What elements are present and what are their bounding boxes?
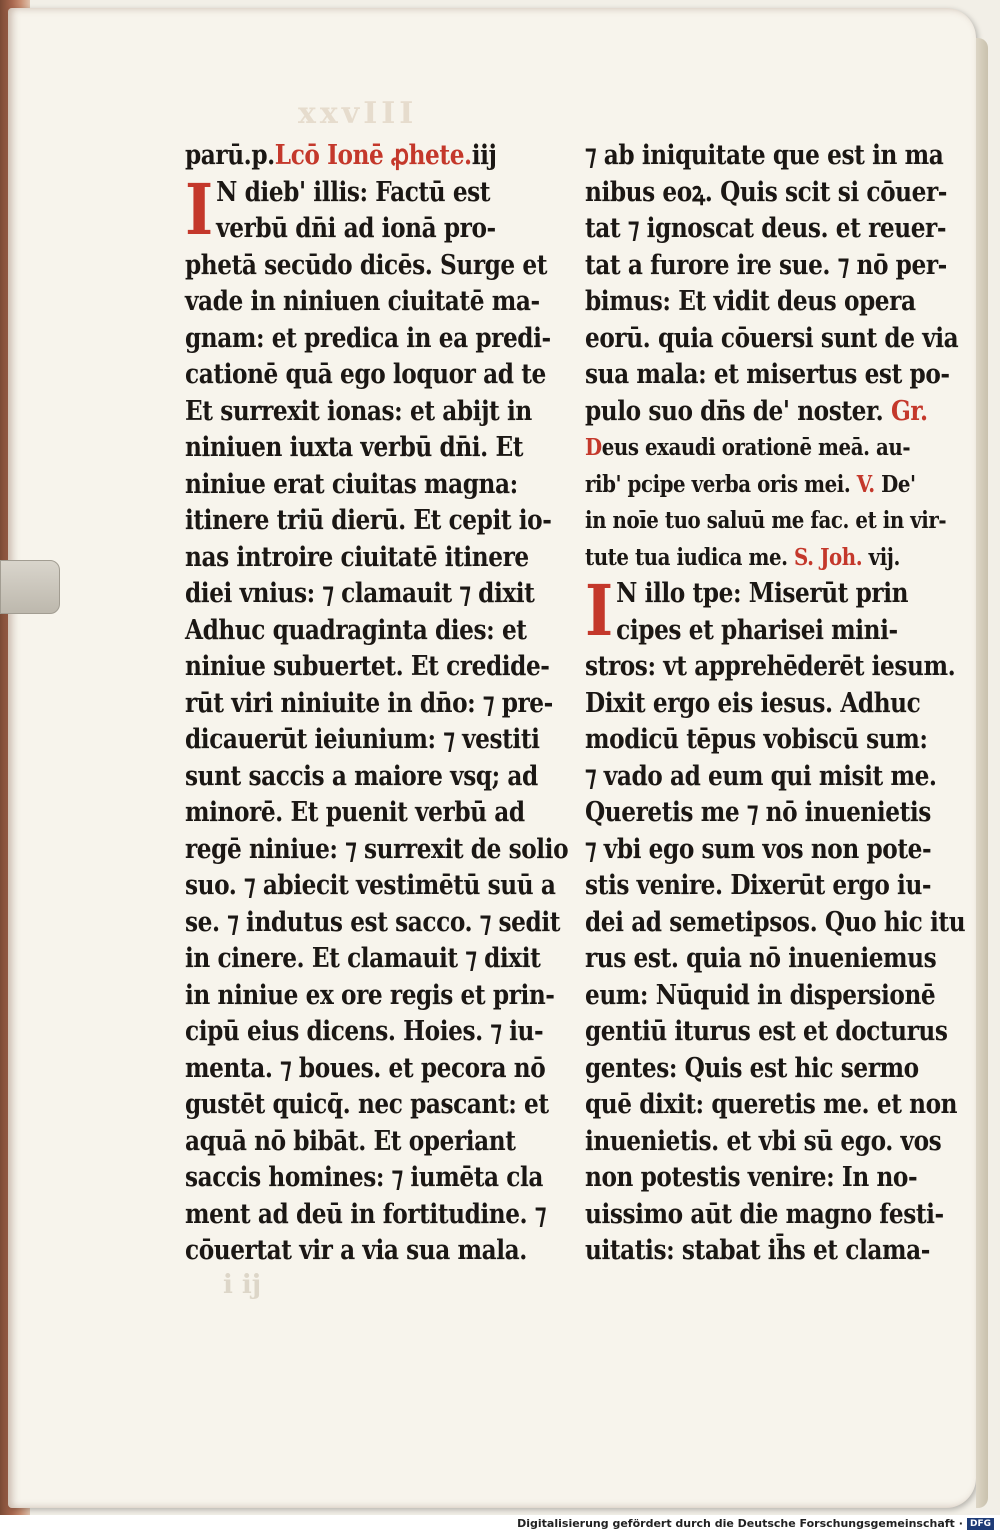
body-text: ⁊ ab iniquitate que est in ma xyxy=(585,140,944,171)
body-text: niniuen iuxta verbū dn̄i. Et xyxy=(185,432,524,463)
text-line xyxy=(585,1233,951,1270)
text-line xyxy=(585,1051,951,1088)
rubric-text: D xyxy=(585,434,602,461)
text-line xyxy=(185,832,569,869)
text-line xyxy=(585,1197,951,1234)
body-text: cōuertat vir a via sua mala. xyxy=(185,1235,527,1266)
body-text: uissimo aūt die magno festi- xyxy=(585,1198,944,1230)
body-text: ⁊ vbi ego sum vos non pote- xyxy=(585,833,932,865)
rubricated-initial: I xyxy=(185,167,213,251)
page-edge xyxy=(976,38,988,1508)
body-text: nas introire ciuitatē itinere xyxy=(185,541,529,573)
signature-mark: i ij xyxy=(223,1270,262,1300)
footer-credit: Digitalisierung gefördert durch die Deutsche Forschungsgemeinschaft xyxy=(517,1517,955,1530)
text-line xyxy=(585,321,959,358)
body-text: vade in niniuen ciuitatē ma- xyxy=(185,286,540,317)
text-line xyxy=(585,686,951,723)
body-text: cationē quā ego loquor ad te xyxy=(185,359,546,390)
text-line xyxy=(185,211,551,248)
text-line xyxy=(185,138,551,175)
body-text: tat ⁊ ignoscat deus. et reuer- xyxy=(585,213,947,244)
text-line xyxy=(585,430,951,467)
body-text: in noīe tuo saluū me fac. et in vir- xyxy=(585,507,947,534)
text-line xyxy=(585,649,956,686)
text-line xyxy=(185,1087,551,1124)
body-text: iij xyxy=(471,140,497,171)
text-line xyxy=(185,321,551,358)
text-line xyxy=(185,795,551,832)
body-text: aquā nō bibāt. Et operiant xyxy=(185,1125,516,1157)
body-text: phetā secūdo dicēs. Surge et xyxy=(185,249,548,281)
text-column-left xyxy=(185,138,569,1270)
body-text: regē niniue: ⁊ surrexit de solio xyxy=(185,833,569,865)
text-line xyxy=(185,905,561,942)
body-text: inuenietis. et vbi sū ego. vos xyxy=(585,1125,942,1157)
footer-bar: Digitalisierung gefördert durch die Deutsche Forschungsgemeinschaft · DFG xyxy=(0,1515,1000,1532)
body-text: nibus eoꝝ. Quis scit si cōuer- xyxy=(585,176,947,208)
body-text: menta. ⁊ boues. et pecora nō xyxy=(185,1052,546,1084)
body-text: niniue subuertet. Et credide- xyxy=(185,651,550,682)
text-column-right xyxy=(585,138,966,1270)
text-line xyxy=(585,978,951,1015)
text-line xyxy=(185,467,551,504)
body-text: gustēt quicq̄. nec pascant: et xyxy=(185,1089,549,1120)
text-line xyxy=(185,1124,551,1161)
body-text: rib' pcipe verba oris mei. xyxy=(585,470,851,498)
body-text: Et surrexit ionas: et abijt in xyxy=(185,395,532,427)
body-text: Adhuc quadraginta dies: et xyxy=(185,614,527,646)
body-text: gnam: et predica in ea predi- xyxy=(185,322,551,354)
body-text: verbū dn̄i ad ionā pro- xyxy=(216,213,496,244)
body-text: vij. xyxy=(862,543,900,571)
body-text: dei ad semetipsos. Quo hic itu xyxy=(585,906,966,938)
body-text: sunt saccis a maiore vsq; ad xyxy=(185,760,538,792)
body-text: in niniue ex ore regis et prin- xyxy=(185,979,555,1011)
text-line xyxy=(585,941,951,978)
text-line xyxy=(185,978,555,1015)
body-text: tute tua iudica me. xyxy=(585,543,788,571)
body-text: N dieb' illis: Factū est xyxy=(216,176,491,208)
body-text: quē dixit: queretis me. et non xyxy=(585,1089,958,1120)
body-text: pulo suo dn̄s de' noster. xyxy=(585,395,884,427)
text-line xyxy=(185,1233,551,1270)
body-text: tat a furore ire sue. ⁊ nō per- xyxy=(585,249,947,281)
body-text: eorū. quia cōuersi sunt de via xyxy=(585,322,959,354)
body-text: sua mala: et misertus est po- xyxy=(585,359,950,390)
rubric-text: V. xyxy=(850,470,875,498)
text-line xyxy=(185,1197,551,1234)
text-line xyxy=(585,138,951,175)
body-text: cipū eius dicens. Hoies. ⁊ iu- xyxy=(185,1016,544,1047)
text-line xyxy=(185,576,551,613)
body-text: Queretis me ⁊ nō inuenietis xyxy=(585,797,931,828)
body-text: Dixit ergo eis iesus. Adhuc xyxy=(585,687,921,719)
body-text: gentes: Quis est hic sermo xyxy=(585,1052,919,1084)
body-text: ment ad deū in fortitudine. ⁊ xyxy=(185,1198,546,1230)
text-line xyxy=(185,540,551,577)
body-text: itinere triū dierū. Et cepit io- xyxy=(185,505,552,536)
rubric-text: Lcō Ionē ꝓhete. xyxy=(274,140,472,171)
text-line xyxy=(585,722,951,759)
text-line xyxy=(185,248,551,285)
body-text: niniue erat ciuitas magna: xyxy=(185,468,518,500)
body-text: bimus: Et vidit deus opera xyxy=(585,286,916,317)
body-text: gentiū iturus est et docturus xyxy=(585,1016,948,1047)
body-text: rus est. quia nō inueniemus xyxy=(585,943,937,974)
text-line xyxy=(185,1014,551,1051)
rubricated-initial: I xyxy=(585,569,613,652)
rubric-text: Gr. xyxy=(883,395,928,427)
body-text: stros: vt apprehēderēt iesum. xyxy=(585,651,956,682)
body-text: suo. ⁊ abiecit vestimētū suū a xyxy=(185,870,556,901)
body-text: eum: Nūquid in dispersionē xyxy=(585,979,936,1011)
body-text: saccis homines: ⁊ iumēta cla xyxy=(185,1162,544,1193)
text-line xyxy=(585,540,951,577)
text-line xyxy=(185,686,551,723)
folio-number: xxvIII xyxy=(298,96,418,131)
text-line xyxy=(585,832,951,869)
text-line xyxy=(185,503,551,540)
body-text: eus exaudi orationē meā. au- xyxy=(601,434,911,461)
text-line xyxy=(185,1160,551,1197)
text-line xyxy=(185,284,551,321)
body-text: in cinere. Et clamauit ⁊ dixit xyxy=(185,943,541,974)
dfg-logo-icon: DFG xyxy=(967,1518,994,1530)
text-line xyxy=(585,503,951,540)
text-line xyxy=(585,795,951,832)
text-line xyxy=(185,868,556,905)
text-line xyxy=(585,467,951,504)
body-text: N illo tpe: Miserūt prin xyxy=(616,578,909,609)
rubric-text: S. Joh. xyxy=(787,543,863,571)
body-text: parū.p. xyxy=(185,140,275,171)
body-text: ⁊ vado ad eum qui misit me. xyxy=(585,760,937,792)
body-text: rūt viri niniuite in dn̄o: ⁊ pre- xyxy=(185,687,553,719)
text-line xyxy=(585,905,966,942)
text-line xyxy=(185,759,551,796)
body-text: dicauerūt ieiunium: ⁊ vestiti xyxy=(185,724,540,755)
text-line xyxy=(585,284,951,321)
text-line xyxy=(185,357,551,394)
text-line xyxy=(585,248,951,285)
text-line xyxy=(585,613,951,650)
page-clip xyxy=(0,560,60,614)
text-line xyxy=(585,357,951,394)
body-text: modicū tēpus vobiscū sum: xyxy=(585,724,928,755)
text-line xyxy=(185,613,551,650)
body-text: minorē. Et puenit verbū ad xyxy=(185,797,525,828)
body-text: se. ⁊ indutus est sacco. ⁊ sedit xyxy=(185,906,561,938)
text-line xyxy=(585,759,951,796)
text-line xyxy=(585,1160,951,1197)
text-line xyxy=(185,941,551,978)
text-line xyxy=(585,1014,951,1051)
text-line xyxy=(185,722,551,759)
body-text: De' xyxy=(874,470,916,498)
text-line xyxy=(585,394,951,431)
text-line xyxy=(585,211,951,248)
text-line xyxy=(585,175,951,212)
text-line xyxy=(185,649,551,686)
text-line xyxy=(585,868,951,905)
text-line xyxy=(185,1051,551,1088)
body-text: uitatis: stabat ih̄s et clama- xyxy=(585,1235,930,1266)
body-text: diei vnius: ⁊ clamauit ⁊ dixit xyxy=(185,578,535,609)
body-text: stis venire. Dixerūt ergo iu- xyxy=(585,870,932,901)
text-line xyxy=(585,1087,958,1124)
text-line xyxy=(585,1124,951,1161)
body-text: non potestis venire: In no- xyxy=(585,1162,918,1193)
text-line xyxy=(185,430,551,467)
text-line xyxy=(185,394,551,431)
body-text: cipes et pharisei mini- xyxy=(616,614,898,646)
